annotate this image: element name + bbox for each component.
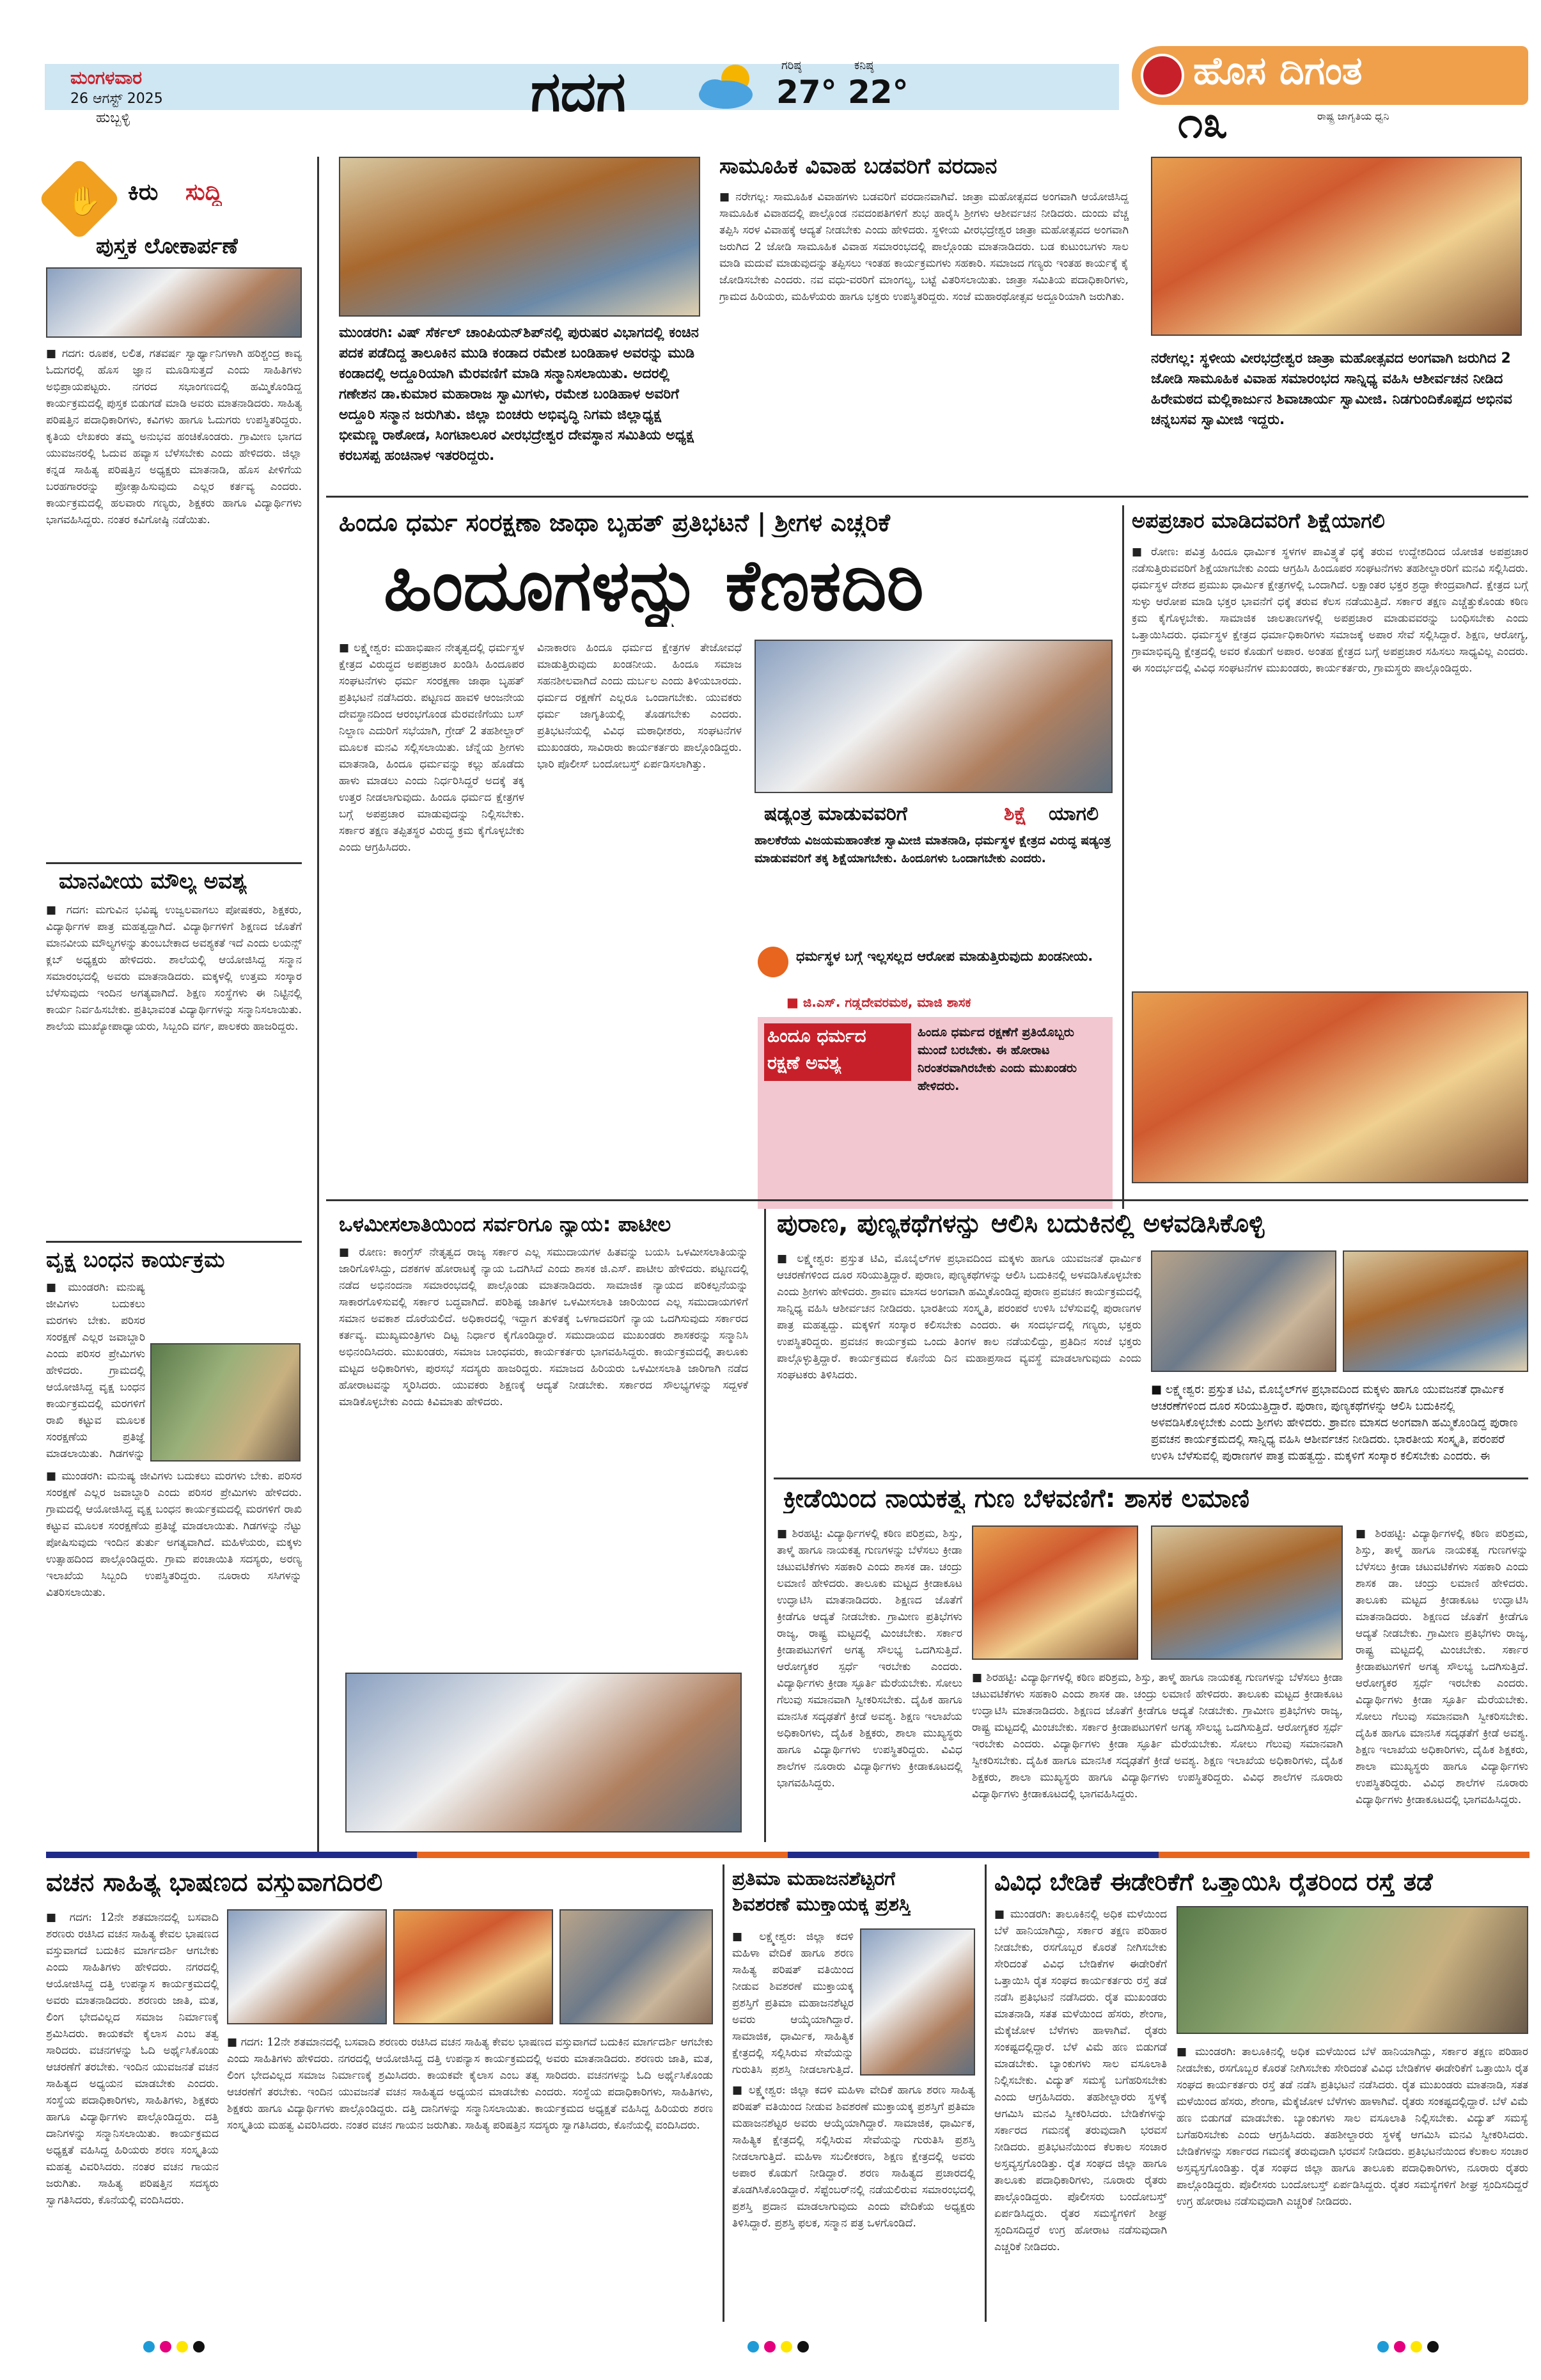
max-temp: 27° [776,74,837,111]
paper-name: ಹೊಸ ದಿಗಂತ [1193,49,1363,93]
lead-protest-photo [755,640,1113,793]
masthead [0,0,1541,148]
quote2-text: ಧರ್ಮಸ್ಥಳ ಬಗ್ಗೆ ಇಲ್ಲಸಲ್ಲದ ಆರೋಪ ಮಾಡುತ್ತಿರುವುದು ಖಂಡನೀಯ. [796,949,1093,964]
quote1-text: ಹಾಲಕೆರೆಯ ವಿಜಯಮಹಾಂತೇಶ ಸ್ವಾಮೀಜಿ ಮಾತನಾಡಿ, ಧರ್ಮಸ್ಥಳ ಕ್ಷೇತ್ರದ ವಿರುದ್ಧ ಷಡ್ಯಂತ್ರ ಮಾಡುವವರಿಗೆ ತಕ್ಕ ಶಿಕ್ಷೆಯಾಗಬೇಕು. ಹಿಂದೂಗಳು ಒಂದಾಗಬೇಕು ಎಂದರು. [755,833,1111,865]
kreede-photo-speaker [972,1525,1138,1660]
kiru-item3-text: ■ ಮುಂಡರಗಿ: ಮನುಷ್ಯ ಜೀವಿಗಳು ಬದುಕಲು ಮರಗಳು ಬೇಕು. ಪರಿಸರ ಸಂರಕ್ಷಣೆ ಎಲ್ಲರ ಜವಾಬ್ದಾರಿ ಎಂದು ಪರಿಸರ ಪ್ರೇಮಿಗಳು ಹೇಳಿದರು. ಗ್ರಾಮದಲ್ಲಿ ಆಯೋಜಿಸಿದ್ದ ವೃಕ್ಷ ಬಂಧನ ಕಾರ್ಯಕ್ರಮದಲ್ಲಿ ಮರಗಳಿಗೆ ರಾಖಿ ಕಟ್ಟುವ ಮೂಲಕ ಸಂರಕ್ಷಣೆಯ ಪ್ರತಿಜ್ಞೆ ಮಾಡಲಾಯಿತು. ಗಿಡಗಳನ್ನು [46,1281,145,1460]
kirusuddi-label-suddi: ಸುದ್ದಿ [185,179,223,205]
kreede-text-cont: ■ ಶಿರಹಟ್ಟಿ: ವಿದ್ಯಾರ್ಥಿಗಳಲ್ಲಿ ಕಠಿಣ ಪರಿಶ್ರಮ, ಶಿಸ್ತು, ತಾಳ್ಮೆ ಹಾಗೂ ನಾಯಕತ್ವ ಗುಣಗಳನ್ನು ಬೆಳೆಸಲು ಕ್ರೀಡಾ ಚಟುವಟಿಕೆಗಳು ಸಹಕಾರಿ ಎಂದು ಶಾಸಕ ಡಾ. ಚಂದ್ರು ಲಮಾಣಿ ಹೇಳಿದರು. ತಾಲೂಕು ಮಟ್ಟದ ಕ್ರೀಡಾಕೂಟ ಉದ್ಘಾಟಿಸಿ ಮಾತನಾಡಿದರು. ಶಿಕ್ಷಣದ ಜೊತೆಗೆ ಕ್ರೀಡೆಗೂ ಆದ್ಯತೆ ನೀಡಬೇಕು. ಗ್ರಾಮೀಣ ಪ್ರತಿಭೆಗಳು ರಾಜ್ಯ, ರಾಷ್ಟ್ರ ಮಟ್ಟದಲ್ಲಿ ಮಿಂಚಬೇಕು. ಸರ್ಕಾರ ಕ್ರೀಡಾಪಟುಗಳಿಗೆ ಅಗತ್ಯ ಸೌಲಭ್ಯ ಒದಗಿಸುತ್ತಿದೆ. ಆರೋಗ್ಯಕರ ಸ್ಪರ್ಧೆ ಇರಬೇಕು ಎಂದರು. ವಿದ್ಯಾರ್ಥಿಗಳು ಕ್ರೀಡಾ ಸ್ಫೂರ್ತಿ ಮೆರೆಯಬೇಕು. ಸೋಲು ಗೆಲುವು ಸಮಾನವಾಗಿ ಸ್ವೀಕರಿಸಬೇಕು. ದೈಹಿಕ ಹಾಗೂ ಮಾನಸಿಕ ಸದೃಢತೆಗೆ ಕ್ರೀಡೆ ಅವಶ್ಯ. ಶಿಕ್ಷಣ ಇಲಾಖೆಯ ಅಧಿಕಾರಿಗಳು, ದೈಹಿಕ ಶಿಕ್ಷಕರು, ಶಾಲಾ ಮುಖ್ಯಸ್ಥರು ಹಾಗೂ ವಿದ್ಯಾರ್ಥಿಗಳು ಉಪಸ್ಥಿತರಿದ್ದರು. ವಿವಿಧ ಶಾಲೆಗಳ ನೂರಾರು ವಿದ್ಯಾರ್ಥಿಗಳು ಕ್ರೀಡಾಕೂಟದಲ್ಲಿ ಭಾಗವಹಿಸಿದ್ದರು. [1356,1527,1528,1806]
pratima-title2: ಶಿವಶರಣೆ ಮುಕ್ತಾಯಕ್ಕ ಪ್ರಶಸ್ತಿ [732,1893,911,1916]
section-colour-strip [46,1852,1529,1858]
column-divider [1122,505,1124,1209]
lead-col2: ವಿನಾಕಾರಣ ಹಿಂದೂ ಧರ್ಮದ ಕ್ಷೇತ್ರಗಳ ತೇಜೋವಧೆ ಮಾಡುತ್ತಿರುವುದು ಖಂಡನೀಯ. ಹಿಂದೂ ಸಮಾಜ ಸಹನಶೀಲವಾಗಿದೆ ಎಂದು ದುರ್ಬಲ ಎಂದು ತಿಳಿಯಬಾರದು. ಧರ್ಮದ ರಕ್ಷಣೆಗೆ ಎಲ್ಲರೂ ಒಂದಾಗಬೇಕು. ಯುವಕರು ಧರ್ಮ ಜಾಗೃತಿಯಲ್ಲಿ ತೊಡಗಬೇಕು ಎಂದರು. ಪ್ರತಿಭಟನೆಯಲ್ಲಿ ವಿವಿಧ ಮಠಾಧೀಶರು, ಸಂಘಟನೆಗಳ ಮುಖಂಡರು, ಸಾವಿರಾರು ಕಾರ್ಯಕರ್ತರು ಪಾಲ್ಗೊಂಡಿದ್ದರು. ಭಾರಿ ಪೊಲೀಸ್ ಬಂದೋಬಸ್ತ್ ಏರ್ಪಡಿಸಲಾಗಿತ್ತು. [537,642,742,771]
page-number: ೧೩ [1178,96,1228,148]
box-text: ಹಿಂದೂ ಧರ್ಮದ ರಕ್ಷಣೆಗೆ ಪ್ರತಿಯೊಬ್ಬರು ಮುಂದೆ ಬರಬೇಕು. ಈ ಹೋರಾಟ ನಿರಂತರವಾಗಿರಬೇಕು ಎಂದು ಮುಖಂಡರು ಹೇಳಿದರು. [918,1025,1077,1093]
registration-marks-left [141,2341,207,2355]
purana-title: ಪುರಾಣ, ಪುಣ್ಯಕಥೆಗಳನ್ನು ಆಲಿಸಿ ಬದುಕಿನಲ್ಲಿ ಅಳವಡಿಸಿಕೊಳ್ಳಿ [777,1209,1265,1238]
paper-tagline: ರಾಷ್ಟ್ರ ಜಾಗೃತಿಯ ಧ್ವನಿ [1317,110,1389,122]
box-title1: ಹಿಂದೂ ಧರ್ಮದ [767,1025,866,1046]
vachana-text-cont: ■ ಗದಗ: 12ನೇ ಶತಮಾನದಲ್ಲಿ ಬಸವಾದಿ ಶರಣರು ರಚಿಸಿದ ವಚನ ಸಾಹಿತ್ಯ ಕೇವಲ ಭಾಷಣದ ವಸ್ತುವಾಗದೆ ಬದುಕಿನ ಮಾರ್ಗದರ್ಶಿ ಆಗಬೇಕು ಎಂದು ಸಾಹಿತಿಗಳು ಹೇಳಿದರು. ನಗರದಲ್ಲಿ ಆಯೋಜಿಸಿದ್ದ ದತ್ತಿ ಉಪನ್ಯಾಸ ಕಾರ್ಯಕ್ರಮದಲ್ಲಿ ಅವರು ಮಾತನಾಡಿದರು. ಶರಣರು ಜಾತಿ, ಮತ, ಲಿಂಗ ಭೇದವಿಲ್ಲದ ಸಮಾಜ ನಿರ್ಮಾಣಕ್ಕೆ ಶ್ರಮಿಸಿದರು. ಕಾಯಕವೇ ಕೈಲಾಸ ಎಂಬ ತತ್ವ ಸಾರಿದರು. ವಚನಗಳನ್ನು ಓದಿ ಅರ್ಥೈಸಿಕೊಂಡು ಆಚರಣೆಗೆ ತರಬೇಕು. ಇಂದಿನ ಯುವಜನತೆ ವಚನ ಸಾಹಿತ್ಯದ ಅಧ್ಯಯನ ಮಾಡಬೇಕು ಎಂದರು. ಸಂಸ್ಥೆಯ ಪದಾಧಿಕಾರಿಗಳು, ಸಾಹಿತಿಗಳು, ಶಿಕ್ಷಕರು ಹಾಗೂ ವಿದ್ಯಾರ್ಥಿಗಳು ಪಾಲ್ಗೊಂಡಿದ್ದರು. ದತ್ತಿ ದಾನಿಗಳನ್ನು ಸನ್ಮಾನಿಸಲಾಯಿತು. ಕಾರ್ಯಕ್ರಮದ ಅಧ್ಯಕ್ಷತೆ ವಹಿಸಿದ್ದ ಹಿರಿಯರು ಶರಣ ಸಂಸ್ಕೃತಿಯ ಮಹತ್ವ ವಿವರಿಸಿದರು. ನಂತರ ವಚನ ಗಾಯನ ಜರುಗಿತು. ಸಾಹಿತ್ಯ ಪರಿಷತ್ತಿನ ಸದಸ್ಯರು ಸ್ವಾಗತಿಸಿದರು, ಕೊನೆಯಲ್ಲಿ ವಂದಿಸಿದರು. [227,2036,713,2132]
min-temp-label: ಕನಿಷ್ಠ [854,59,874,72]
felicitation-photo [339,157,700,317]
vachana-text: ■ ಗದಗ: 12ನೇ ಶತಮಾನದಲ್ಲಿ ಬಸವಾದಿ ಶರಣರು ರಚಿಸಿದ ವಚನ ಸಾಹಿತ್ಯ ಕೇವಲ ಭಾಷಣದ ವಸ್ತುವಾಗದೆ ಬದುಕಿನ ಮಾರ್ಗದರ್ಶಿ ಆಗಬೇಕು ಎಂದು ಸಾಹಿತಿಗಳು ಹೇಳಿದರು. ನಗರದಲ್ಲಿ ಆಯೋಜಿಸಿದ್ದ ದತ್ತಿ ಉಪನ್ಯಾಸ ಕಾರ್ಯಕ್ರಮದಲ್ಲಿ ಅವರು ಮಾತನಾಡಿದರು. ಶರಣರು ಜಾತಿ, ಮತ, ಲಿಂಗ ಭೇದವಿಲ್ಲದ ಸಮಾಜ ನಿರ್ಮಾಣಕ್ಕೆ ಶ್ರಮಿಸಿದರು. ಕಾಯಕವೇ ಕೈಲಾಸ ಎಂಬ ತತ್ವ ಸಾರಿದರು. ವಚನಗಳನ್ನು ಓದಿ ಅರ್ಥೈಸಿಕೊಂಡು ಆಚರಣೆಗೆ ತರಬೇಕು. ಇಂದಿನ ಯುವಜನತೆ ವಚನ ಸಾಹಿತ್ಯದ ಅಧ್ಯಯನ ಮಾಡಬೇಕು ಎಂದರು. ಸಂಸ್ಥೆಯ ಪದಾಧಿಕಾರಿಗಳು, ಸಾಹಿತಿಗಳು, ಶಿಕ್ಷಕರು ಹಾಗೂ ವಿದ್ಯಾರ್ಥಿಗಳು ಪಾಲ್ಗೊಂಡಿದ್ದರು. ದತ್ತಿ ದಾನಿಗಳನ್ನು ಸನ್ಮಾನಿಸಲಾಯಿತು. ಕಾರ್ಯಕ್ರಮದ ಅಧ್ಯಕ್ಷತೆ ವಹಿಸಿದ್ದ ಹಿರಿಯರು ಶರಣ ಸಂಸ್ಕೃತಿಯ ಮಹತ್ವ ವಿವರಿಸಿದರು. ನಂತರ ವಚನ ಗಾಯನ ಜರುಗಿತು. ಸಾಹಿತ್ಯ ಪರಿಷತ್ತಿನ ಸದಸ್ಯರು ಸ್ವಾಗತಿಸಿದರು, ಕೊನೆಯಲ್ಲಿ ವಂದಿಸಿದರು. [46,1911,219,2207]
masthead-date: 26 ಆಗಸ್ಟ್ 2025 [70,91,163,107]
column-divider [985,1864,987,2322]
olameesalati-text: ■ ರೋಣ: ಕಾಂಗ್ರೆಸ್ ನೇತೃತ್ವದ ರಾಜ್ಯ ಸರ್ಕಾರ ಎಲ್ಲ ಸಮುದಾಯಗಳ ಹಿತವನ್ನು ಬಯಸಿ ಒಳಮೀಸಲಾತಿಯನ್ನು ಜಾರಿಗೊಳಿಸಿದ್ದು, ದಶಕಗಳ ಹೋರಾಟಕ್ಕೆ ನ್ಯಾಯ ಒದಗಿಸಿದೆ ಎಂದು ಶಾಸಕ ಜಿ.ಎಸ್. ಪಾಟೀಲ ಹೇಳಿದರು. ಪಟ್ಟಣದಲ್ಲಿ ನಡೆದ ಅಭಿನಂದನಾ ಸಮಾರಂಭದಲ್ಲಿ ಪಾಲ್ಗೊಂಡು ಮಾತನಾಡಿದರು. ಸಾಮಾಜಿಕ ನ್ಯಾಯದ ಪರಿಕಲ್ಪನೆಯನ್ನು ಸಾಕಾರಗೊಳಿಸುವಲ್ಲಿ ಸರ್ಕಾರ ಬದ್ಧವಾಗಿದೆ. ಪರಿಶಿಷ್ಟ ಜಾತಿಗಳ ಒಳಮೀಸಲಾತಿ ಜಾರಿಯಿಂದ ಎಲ್ಲ ಸಮುದಾಯಗಳಿಗೆ ಸಮಾನ ಅವಕಾಶ ದೊರೆಯಲಿದೆ. ಅಧಿಕಾರದಲ್ಲಿ ಇದ್ದಾಗ ತುಳಿತಕ್ಕೆ ಒಳಗಾದವರಿಗೆ ನ್ಯಾಯ ಒದಗಿಸುವುದು ಸರ್ಕಾರದ ಕರ್ತವ್ಯ. ಮುಖ್ಯಮಂತ್ರಿಗಳು ದಿಟ್ಟ ನಿರ್ಧಾರ ಕೈಗೊಂಡಿದ್ದಾರೆ. ಸಮುದಾಯದ ಮುಖಂಡರು ಶಾಸಕರನ್ನು ಸನ್ಮಾನಿಸಿ ಅಭಿನಂದಿಸಿದರು. ಮುಖಂಡರು, ಸಮಾಜ ಬಾಂಧವರು, ಕಾರ್ಯಕರ್ತರು ಭಾಗವಹಿಸಿದ್ದರು. ಕಾರ್ಯಕ್ರಮದಲ್ಲಿ ತಾಲೂಕು ಮಟ್ಟದ ಅಧಿಕಾರಿಗಳು, ಪುರಸಭೆ ಸದಸ್ಯರು ಹಾಜರಿದ್ದರು. ಸಮಾಜದ ಹಿರಿಯರು ಒಳಮೀಸಲಾತಿ ಜಾರಿಗಾಗಿ ನಡೆದ ಹೋರಾಟವನ್ನು ಸ್ಮರಿಸಿದರು. ಯುವಕರು ಶಿಕ್ಷಣಕ್ಕೆ ಆದ್ಯತೆ ನೀಡಬೇಕು. ಸರ್ಕಾರದ ಸೌಲಭ್ಯಗಳನ್ನು ಸದ್ಬಳಕೆ ಮಾಡಿಕೊಳ್ಳಬೇಕು ಎಂದು ಕಿವಿಮಾತು ಹೇಳಿದರು. [339,1246,748,1408]
max-temp-label: ಗರಿಷ್ಠ [781,59,802,72]
purana-photo-caption: ■ ಲಕ್ಷ್ಮೇಶ್ವರ: ಪ್ರಸ್ತುತ ಟಿವಿ, ಮೊಬೈಲ್‌ಗಳ ಪ್ರಭಾವದಿಂದ ಮಕ್ಕಳು ಹಾಗೂ ಯುವಜನತೆ ಧಾರ್ಮಿಕ ಆಚರಣೆಗಳಿಂದ ದೂರ ಸರಿಯುತ್ತಿದ್ದಾರೆ. ಪುರಾಣ, ಪುಣ್ಯಕಥೆಗಳನ್ನು ಆಲಿಸಿ ಬದುಕಿನಲ್ಲಿ ಅಳವಡಿಸಿಕೊಳ್ಳಬೇಕು ಎಂದು ಶ್ರೀಗಳು ಹೇಳಿದರು. ಶ್ರಾವಣ ಮಾಸದ ಅಂಗವಾಗಿ ಹಮ್ಮಿಕೊಂಡಿದ್ದ ಪುರಾಣ ಪ್ರವಚನ ಕಾರ್ಯಕ್ರಮದಲ್ಲಿ ಸಾನ್ನಿಧ್ಯ ವಹಿಸಿ ಆಶೀರ್ವಚನ ನೀಡಿದರು. ಭಾರತೀಯ ಸಂಸ್ಕೃತಿ, ಪರಂಪರೆ ಉಳಿಸಿ ಬೆಳೆಸುವಲ್ಲಿ ಪುರಾಣಗಳ ಪಾತ್ರ ಮಹತ್ವದ್ದು. ಮಕ್ಕಳಿಗೆ ಸಂಸ್ಕಾರ ಕಲಿಸಬೇಕು ಎಂದರು. ಈ [1151,1383,1518,1463]
raste-text: ■ ಮುಂಡರಗಿ: ತಾಲೂಕಿನಲ್ಲಿ ಅಧಿಕ ಮಳೆಯಿಂದ ಬೆಳೆ ಹಾನಿಯಾಗಿದ್ದು, ಸರ್ಕಾರ ತಕ್ಷಣ ಪರಿಹಾರ ನೀಡಬೇಕು, ರಸಗೊಬ್ಬರ ಕೊರತೆ ನೀಗಿಸಬೇಕು ಸೇರಿದಂತೆ ವಿವಿಧ ಬೇಡಿಕೆಗಳ ಈಡೇರಿಕೆಗೆ ಒತ್ತಾಯಿಸಿ ರೈತ ಸಂಘದ ಕಾರ್ಯಕರ್ತರು ರಸ್ತೆ ತಡೆ ನಡೆಸಿ ಪ್ರತಿಭಟನೆ ನಡೆಸಿದರು. ರೈತ ಮುಖಂಡರು ಮಾತನಾಡಿ, ಸತತ ಮಳೆಯಿಂದ ಹೆಸರು, ಶೇಂಗಾ, ಮೆಕ್ಕೆಜೋಳ ಬೆಳೆಗಳು ಹಾಳಾಗಿವೆ. ರೈತರು ಸಂಕಷ್ಟದಲ್ಲಿದ್ದಾರೆ. ಬೆಳೆ ವಿಮೆ ಹಣ ಬಿಡುಗಡೆ ಮಾಡಬೇಕು. ಬ್ಯಾಂಕುಗಳು ಸಾಲ ವಸೂಲಾತಿ ನಿಲ್ಲಿಸಬೇಕು. ವಿದ್ಯುತ್ ಸಮಸ್ಯೆ ಬಗೆಹರಿಸಬೇಕು ಎಂದು ಆಗ್ರಹಿಸಿದರು. ತಹಶೀಲ್ದಾರರು ಸ್ಥಳಕ್ಕೆ ಆಗಮಿಸಿ ಮನವಿ ಸ್ವೀಕರಿಸಿದರು. ಬೇಡಿಕೆಗಳನ್ನು ಸರ್ಕಾರದ ಗಮನಕ್ಕೆ ತರುವುದಾಗಿ ಭರವಸೆ ನೀಡಿದರು. ಪ್ರತಿಭಟನೆಯಿಂದ ಕೆಲಕಾಲ ಸಂಚಾರ ಅಸ್ತವ್ಯಸ್ತಗೊಂಡಿತ್ತು. ರೈತ ಸಂಘದ ಜಿಲ್ಲಾ ಹಾಗೂ ತಾಲೂಕು ಪದಾಧಿಕಾರಿಗಳು, ನೂರಾರು ರೈತರು ಪಾಲ್ಗೊಂಡಿದ್ದರು. ಪೊಲೀಸರು ಬಂದೋಬಸ್ತ್ ಏರ್ಪಡಿಸಿದ್ದರು. ರೈತರ ಸಮಸ್ಯೆಗಳಿಗೆ ಶೀಘ್ರ ಸ್ಪಂದಿಸದಿದ್ದರೆ ಉಗ್ರ ಹೋರಾಟ ನಡೆಸುವುದಾಗಿ ಎಚ್ಚರಿಕೆ ನೀಡಿದರು. [994,1908,1167,2253]
olameesalati-photo [345,1673,742,1832]
box-title2: ರಕ್ಷಣೆ ಅವಶ್ಯ [767,1052,841,1073]
quote-mark-icon [758,947,788,977]
masthead-city: ಹುಬ್ಬಳ್ಳಿ [96,110,130,126]
purana-text: ■ ಲಕ್ಷ್ಮೇಶ್ವರ: ಪ್ರಸ್ತುತ ಟಿವಿ, ಮೊಬೈಲ್‌ಗಳ ಪ್ರಭಾವದಿಂದ ಮಕ್ಕಳು ಹಾಗೂ ಯುವಜನತೆ ಧಾರ್ಮಿಕ ಆಚರಣೆಗಳಿಂದ ದೂರ ಸರಿಯುತ್ತಿದ್ದಾರೆ. ಪುರಾಣ, ಪುಣ್ಯಕಥೆಗಳನ್ನು ಆಲಿಸಿ ಬದುಕಿನಲ್ಲಿ ಅಳವಡಿಸಿಕೊಳ್ಳಬೇಕು ಎಂದು ಶ್ರೀಗಳು ಹೇಳಿದರು. ಶ್ರಾವಣ ಮಾಸದ ಅಂಗವಾಗಿ ಹಮ್ಮಿಕೊಂಡಿದ್ದ ಪುರಾಣ ಪ್ರವಚನ ಕಾರ್ಯಕ್ರಮದಲ್ಲಿ ಸಾನ್ನಿಧ್ಯ ವಹಿಸಿ ಆಶೀರ್ವಚನ ನೀಡಿದರು. ಭಾರತೀಯ ಸಂಸ್ಕೃತಿ, ಪರಂಪರೆ ಉಳಿಸಿ ಬೆಳೆಸುವಲ್ಲಿ ಪುರಾಣಗಳ ಪಾತ್ರ ಮಹತ್ವದ್ದು. ಮಕ್ಕಳಿಗೆ ಸಂಸ್ಕಾರ ಕಲಿಸಬೇಕು ಎಂದರು. ಈ ಸಂದರ್ಭದಲ್ಲಿ ಗಣ್ಯರು, ಭಕ್ತರು ಉಪಸ್ಥಿತರಿದ್ದರು. ಪ್ರವಚನ ಕಾರ್ಯಕ್ರಮ ಒಂದು ತಿಂಗಳ ಕಾಲ ನಡೆಯಲಿದ್ದು, ಪ್ರತಿದಿನ ಸಂಜೆ ಭಕ್ತರು ಪಾಲ್ಗೊಳ್ಳುತ್ತಿದ್ದಾರೆ. ಕಾರ್ಯಕ್ರಮದ ಕೊನೆಯ ದಿನ ಮಹಾಪ್ರಸಾದ ವ್ಯವಸ್ಥೆ ಮಾಡಲಾಗುವುದು ಎಂದು ಸಂಘಟಕರು ತಿಳಿಸಿದರು. [777,1252,1141,1382]
kirusuddi-label-ki: ಕಿರು [128,179,159,205]
quote1-title-red: ಶಿಕ್ಷೆ [1004,803,1027,825]
pratima-text-cont: ■ ಲಕ್ಷ್ಮೇಶ್ವರ: ಜಿಲ್ಲಾ ಕದಳಿ ಮಹಿಳಾ ವೇದಿಕೆ ಹಾಗೂ ಶರಣ ಸಾಹಿತ್ಯ ಪರಿಷತ್ ವತಿಯಿಂದ ನೀಡುವ ಶಿವಶರಣೆ ಮುಕ್ತಾಯಕ್ಕ ಪ್ರಶಸ್ತಿಗೆ ಪ್ರತಿಮಾ ಮಹಾಜನಶೆಟ್ಟರ ಅವರು ಆಯ್ಕೆಯಾಗಿದ್ದಾರೆ. ಸಾಮಾಜಿಕ, ಧಾರ್ಮಿಕ, ಸಾಹಿತ್ಯಿಕ ಕ್ಷೇತ್ರದಲ್ಲಿ ಸಲ್ಲಿಸಿರುವ ಸೇವೆಯನ್ನು ಗುರುತಿಸಿ ಪ್ರಶಸ್ತಿ ನೀಡಲಾಗುತ್ತಿದೆ. ಮಹಿಳಾ ಸಬಲೀಕರಣ, ಶಿಕ್ಷಣ ಕ್ಷೇತ್ರದಲ್ಲಿ ಅವರು ಅಪಾರ ಕೊಡುಗೆ ನೀಡಿದ್ದಾರೆ. ಶರಣ ಸಾಹಿತ್ಯದ ಪ್ರಚಾರದಲ್ಲಿ ತೊಡಗಿಸಿಕೊಂಡಿದ್ದಾರೆ. ಸೆಪ್ಟೆಂಬರ್‌ನಲ್ಲಿ ನಡೆಯಲಿರುವ ಸಮಾರಂಭದಲ್ಲಿ ಪ್ರಶಸ್ತಿ ಪ್ರದಾನ ಮಾಡಲಾಗುವುದು ಎಂದು ವೇದಿಕೆಯ ಅಧ್ಯಕ್ಷರು ತಿಳಿಸಿದ್ದಾರೆ. ಪ್ರಶಸ್ತಿ ಫಲಕ, ಸನ್ಮಾನ ಪತ್ರ ಒಳಗೊಂಡಿದೆ. [732,2084,975,2230]
lead-col1: ■ ಲಕ್ಷ್ಮೇಶ್ವರ: ಮಹಾಭಿಷಾನ ನೇತೃತ್ವದಲ್ಲಿ ಧರ್ಮಸ್ಥಳ ಕ್ಷೇತ್ರದ ವಿರುದ್ಧದ ಅಪಪ್ರಚಾರ ಖಂಡಿಸಿ ಹಿಂದೂಪರ ಸಂಘಟನೆಗಳು ಧರ್ಮ ಸಂರಕ್ಷಣಾ ಜಾಥಾ ಬೃಹತ್ ಪ್ರತಿಭಟನೆ ನಡೆಸಿದರು. ಪಟ್ಟಣದ ಹಾವಳಿ ಆಂಜನೇಯ ದೇವಸ್ಥಾನದಿಂದ ಆರಂಭಗೊಂಡ ಮೆರವಣಿಗೆಯು ಬಸ್ ನಿಲ್ದಾಣ ಎದುರಿಗೆ ಸಭೆಯಾಗಿ, ಗ್ರೇಡ್ 2 ತಹಶೀಲ್ದಾರ್ ಮೂಲಕ ಮನವಿ ಸಲ್ಲಿಸಲಾಯಿತು. ಚೆನ್ನೆಯ ಶ್ರೀಗಳು ಮಾತನಾಡಿ, ಹಿಂದೂ ಧರ್ಮವನ್ನು ಕಲ್ಲು ಹೊಡೆದು ಹಾಳು ಮಾಡಲು ಎಂದು ನಿರ್ಧರಿಸಿದ್ದರೆ ಅದಕ್ಕೆ ತಕ್ಕ ಉತ್ತರ ನೀಡಲಾಗುವುದು. ಹಿಂದೂ ಧರ್ಮದ ಕ್ಷೇತ್ರಗಳ ಬಗ್ಗೆ ಅಪಪ್ರಚಾರ ಮಾಡುವುದನ್ನು ನಿಲ್ಲಿಸಬೇಕು. ಸರ್ಕಾರ ತಕ್ಷಣ ತಪ್ಪಿತಸ್ಥರ ವಿರುದ್ಧ ಕ್ರಮ ಕೈಗೊಳ್ಳಬೇಕು ಎಂದು ಆಗ್ರಹಿಸಿದರು. [339,642,524,854]
pratima-title1: ಪ್ರತಿಮಾ ಮಹಾಜನಶೆಟ್ಟರಗೆ [732,1868,896,1890]
kreede-text-lower: ■ ಶಿರಹಟ್ಟಿ: ವಿದ್ಯಾರ್ಥಿಗಳಲ್ಲಿ ಕಠಿಣ ಪರಿಶ್ರಮ, ಶಿಸ್ತು, ತಾಳ್ಮೆ ಹಾಗೂ ನಾಯಕತ್ವ ಗುಣಗಳನ್ನು ಬೆಳೆಸಲು ಕ್ರೀಡಾ ಚಟುವಟಿಕೆಗಳು ಸಹಕಾರಿ ಎಂದು ಶಾಸಕ ಡಾ. ಚಂದ್ರು ಲಮಾಣಿ ಹೇಳಿದರು. ತಾಲೂಕು ಮಟ್ಟದ ಕ್ರೀಡಾಕೂಟ ಉದ್ಘಾಟಿಸಿ ಮಾತನಾಡಿದರು. ಶಿಕ್ಷಣದ ಜೊತೆಗೆ ಕ್ರೀಡೆಗೂ ಆದ್ಯತೆ ನೀಡಬೇಕು. ಗ್ರಾಮೀಣ ಪ್ರತಿಭೆಗಳು ರಾಜ್ಯ, ರಾಷ್ಟ್ರ ಮಟ್ಟದಲ್ಲಿ ಮಿಂಚಬೇಕು. ಸರ್ಕಾರ ಕ್ರೀಡಾಪಟುಗಳಿಗೆ ಅಗತ್ಯ ಸೌಲಭ್ಯ ಒದಗಿಸುತ್ತಿದೆ. ಆರೋಗ್ಯಕರ ಸ್ಪರ್ಧೆ ಇರಬೇಕು ಎಂದರು. ವಿದ್ಯಾರ್ಥಿಗಳು ಕ್ರೀಡಾ ಸ್ಫೂರ್ತಿ ಮೆರೆಯಬೇಕು. ಸೋಲು ಗೆಲುವು ಸಮಾನವಾಗಿ ಸ್ವೀಕರಿಸಬೇಕು. ದೈಹಿಕ ಹಾಗೂ ಮಾನಸಿಕ ಸದೃಢತೆಗೆ ಕ್ರೀಡೆ ಅವಶ್ಯ. ಶಿಕ್ಷಣ ಇಲಾಖೆಯ ಅಧಿಕಾರಿಗಳು, ದೈಹಿಕ ಶಿಕ್ಷಕರು, ಶಾಲಾ ಮುಖ್ಯಸ್ಥರು ಹಾಗೂ ವಿದ್ಯಾರ್ಥಿಗಳು ಉಪಸ್ಥಿತರಿದ್ದರು. ವಿವಿಧ ಶಾಲೆಗಳ ನೂರಾರು ವಿದ್ಯಾರ್ಥಿಗಳು ಕ್ರೀಡಾಕೂಟದಲ್ಲಿ ಭಾಗವಹಿಸಿದ್ದರು. [972,1671,1343,1801]
registration-marks-center [745,2341,811,2355]
pratima-text: ■ ಲಕ್ಷ್ಮೇಶ್ವರ: ಜಿಲ್ಲಾ ಕದಳಿ ಮಹಿಳಾ ವೇದಿಕೆ ಹಾಗೂ ಶರಣ ಸಾಹಿತ್ಯ ಪರಿಷತ್ ವತಿಯಿಂದ ನೀಡುವ ಶಿವಶರಣೆ ಮುಕ್ತಾಯಕ್ಕ ಪ್ರಶಸ್ತಿಗೆ ಪ್ರತಿಮಾ ಮಹಾಜನಶೆಟ್ಟರ ಅವರು ಆಯ್ಕೆಯಾಗಿದ್ದಾರೆ. ಸಾಮಾಜಿಕ, ಧಾರ್ಮಿಕ, ಸಾಹಿತ್ಯಿಕ ಕ್ಷೇತ್ರದಲ್ಲಿ ಸಲ್ಲಿಸಿರುವ ಸೇವೆಯನ್ನು ಗುರುತಿಸಿ ಪ್ರಶಸ್ತಿ ನೀಡಲಾಗುತ್ತಿದೆ. [732,1930,854,2076]
divider [46,862,302,864]
book-release-photo [46,267,302,338]
kiru-item2-text: ■ ಗದಗ: ಮಗುವಿನ ಭವಿಷ್ಯ ಉಜ್ವಲವಾಗಲು ಪೋಷಕರು, ಶಿಕ್ಷಕರು, ವಿದ್ಯಾರ್ಥಿಗಳ ಪಾತ್ರ ಮಹತ್ವದ್ದಾಗಿದೆ. ವಿದ್ಯಾರ್ಥಿಗಳಿಗೆ ಶಿಕ್ಷಣದ ಜೊತೆಗೆ ಮಾನವೀಯ ಮೌಲ್ಯಗಳನ್ನು ತುಂಬಬೇಕಾದ ಅವಶ್ಯಕತೆ ಇದೆ ಎಂದು ಲಯನ್ಸ್ ಕ್ಲಬ್ ಅಧ್ಯಕ್ಷರು ಹೇಳಿದರು. ಶಾಲೆಯಲ್ಲಿ ಆಯೋಜಿಸಿದ್ದ ಸನ್ಮಾನ ಸಮಾರಂಭದಲ್ಲಿ ಅವರು ಮಾತನಾಡಿದರು. ಮಕ್ಕಳಲ್ಲಿ ಉತ್ತಮ ಸಂಸ್ಕಾರ ಬೆಳೆಸುವುದು ಇಂದಿನ ಅಗತ್ಯವಾಗಿದೆ. ಶಿಕ್ಷಣ ಸಂಸ್ಥೆಗಳು ಈ ನಿಟ್ಟಿನಲ್ಲಿ ಕಾರ್ಯ ನಿರ್ವಹಿಸಬೇಕು. ಪ್ರತಿಭಾವಂತ ವಿದ್ಯಾರ್ಥಿಗಳನ್ನು ಸನ್ಮಾನಿಸಲಾಯಿತು. ಶಾಲೆಯ ಮುಖ್ಯೋಪಾಧ್ಯಾಯರು, ಸಿಬ್ಬಂದಿ ವರ್ಗ, ಪಾಲಕರು ಹಾಜರಿದ್ದರು. [46,904,302,1033]
raste-text-cont: ■ ಮುಂಡರಗಿ: ತಾಲೂಕಿನಲ್ಲಿ ಅಧಿಕ ಮಳೆಯಿಂದ ಬೆಳೆ ಹಾನಿಯಾಗಿದ್ದು, ಸರ್ಕಾರ ತಕ್ಷಣ ಪರಿಹಾರ ನೀಡಬೇಕು, ರಸಗೊಬ್ಬರ ಕೊರತೆ ನೀಗಿಸಬೇಕು ಸೇರಿದಂತೆ ವಿವಿಧ ಬೇಡಿಕೆಗಳ ಈಡೇರಿಕೆಗೆ ಒತ್ತಾಯಿಸಿ ರೈತ ಸಂಘದ ಕಾರ್ಯಕರ್ತರು ರಸ್ತೆ ತಡೆ ನಡೆಸಿ ಪ್ರತಿಭಟನೆ ನಡೆಸಿದರು. ರೈತ ಮುಖಂಡರು ಮಾತನಾಡಿ, ಸತತ ಮಳೆಯಿಂದ ಹೆಸರು, ಶೇಂಗಾ, ಮೆಕ್ಕೆಜೋಳ ಬೆಳೆಗಳು ಹಾಳಾಗಿವೆ. ರೈತರು ಸಂಕಷ್ಟದಲ್ಲಿದ್ದಾರೆ. ಬೆಳೆ ವಿಮೆ ಹಣ ಬಿಡುಗಡೆ ಮಾಡಬೇಕು. ಬ್ಯಾಂಕುಗಳು ಸಾಲ ವಸೂಲಾತಿ ನಿಲ್ಲಿಸಬೇಕು. ವಿದ್ಯುತ್ ಸಮಸ್ಯೆ ಬಗೆಹರಿಸಬೇಕು ಎಂದು ಆಗ್ರಹಿಸಿದರು. ತಹಶೀಲ್ದಾರರು ಸ್ಥಳಕ್ಕೆ ಆಗಮಿಸಿ ಮನವಿ ಸ್ವೀಕರಿಸಿದರು. ಬೇಡಿಕೆಗಳನ್ನು ಸರ್ಕಾರದ ಗಮನಕ್ಕೆ ತರುವುದಾಗಿ ಭರವಸೆ ನೀಡಿದರು. ಪ್ರತಿಭಟನೆಯಿಂದ ಕೆಲಕಾಲ ಸಂಚಾರ ಅಸ್ತವ್ಯಸ್ತಗೊಂಡಿತ್ತು. ರೈತ ಸಂಘದ ಜಿಲ್ಲಾ ಹಾಗೂ ತಾಲೂಕು ಪದಾಧಿಕಾರಿಗಳು, ನೂರಾರು ರೈತರು ಪಾಲ್ಗೊಂಡಿದ್ದರು. ಪೊಲೀಸರು ಬಂದೋಬಸ್ತ್ ಏರ್ಪಡಿಸಿದ್ದರು. ರೈತರ ಸಮಸ್ಯೆಗಳಿಗೆ ಶೀಘ್ರ ಸ್ಪಂದಿಸದಿದ್ದರೆ ಉಗ್ರ ಹೋರಾಟ ನಡೆಸುವುದಾಗಿ ಎಚ್ಚರಿಕೆ ನೀಡಿದರು. [1177,2045,1528,2208]
logo-emblem-icon [1141,54,1184,97]
mass-wedding-text: ■ ನರೇಗಲ್ಲ: ಸಾಮೂಹಿಕ ವಿವಾಹಗಳು ಬಡವರಿಗೆ ವರದಾನವಾಗಿವೆ. ಜಾತ್ರಾ ಮಹೋತ್ಸವದ ಅಂಗವಾಗಿ ಆಯೋಜಿಸಿದ್ದ ಸಾಮೂಹಿಕ ವಿವಾಹದಲ್ಲಿ ಪಾಲ್ಗೊಂಡ ನವದಂಪತಿಗಳಿಗೆ ಶುಭ ಹಾರೈಸಿ ಶ್ರೀಗಳು ಆಶೀರ್ವಚನ ನೀಡಿದರು. ದುಂದು ವೆಚ್ಚ ತಪ್ಪಿಸಿ ಸರಳ ವಿವಾಹಕ್ಕೆ ಆದ್ಯತೆ ನೀಡಬೇಕು ಎಂದು ಹೇಳಿದರು. ಸ್ಥಳೀಯ ವೀರಭದ್ರೇಶ್ವರ ಜಾತ್ರಾ ಮಹೋತ್ಸವದ ಅಂಗವಾಗಿ ಜರುಗಿದ 2 ಜೋಡಿ ಸಾಮೂಹಿಕ ವಿವಾಹ ಸಮಾರಂಭದಲ್ಲಿ ಪಾಲ್ಗೊಂಡು ಮಾತನಾಡಿದರು. ಬಡ ಕುಟುಂಬಗಳು ಸಾಲ ಮಾಡಿ ಮದುವೆ ಮಾಡುವುದನ್ನು ತಪ್ಪಿಸಲು ಇಂತಹ ಕಾರ್ಯಕ್ರಮಗಳು ಸಹಕಾರಿ. ಸಮಾಜದ ಗಣ್ಯರು ಇಂತಹ ಕಾರ್ಯಕ್ಕೆ ಕೈ ಜೋಡಿಸಬೇಕು ಎಂದರು. ನವ ವಧು-ವರರಿಗೆ ಮಾಂಗಲ್ಯ, ಬಟ್ಟೆ ವಿತರಿಸಲಾಯಿತು. ಜಾತ್ರಾ ಸಮಿತಿಯ ಪದಾಧಿಕಾರಿಗಳು, ಗ್ರಾಮದ ಹಿರಿಯರು, ಮಹಿಳೆಯರು ಹಾಗೂ ಭಕ್ತರು ಉಪಸ್ಥಿತರಿದ್ದರು. ಸಂಜೆ ಮಹಾರಥೋತ್ಸವ ಅದ್ದೂರಿಯಾಗಿ ಜರುಗಿತು. [719,191,1129,303]
tree-bandhan-photo [150,1343,301,1462]
purana-photo-2 [1343,1250,1528,1372]
kreede-photo-audience [1151,1525,1343,1660]
vachana-title: ವಚನ ಸಾಹಿತ್ಯ ಭಾಷಣದ ವಸ್ತುವಾಗದಿರಲಿ [46,1868,383,1897]
quote1-title-post: ಯಾಗಲಿ [1049,803,1099,825]
column-divider [764,1209,766,1842]
kiru-item3-text-cont: ■ ಮುಂಡರಗಿ: ಮನುಷ್ಯ ಜೀವಿಗಳು ಬದುಕಲು ಮರಗಳು ಬೇಕು. ಪರಿಸರ ಸಂರಕ್ಷಣೆ ಎಲ್ಲರ ಜವಾಬ್ದಾರಿ ಎಂದು ಪರಿಸರ ಪ್ರೇಮಿಗಳು ಹೇಳಿದರು. ಗ್ರಾಮದಲ್ಲಿ ಆಯೋಜಿಸಿದ್ದ ವೃಕ್ಷ ಬಂಧನ ಕಾರ್ಯಕ್ರಮದಲ್ಲಿ ಮರಗಳಿಗೆ ರಾಖಿ ಕಟ್ಟುವ ಮೂಲಕ ಸಂರಕ್ಷಣೆಯ ಪ್ರತಿಜ್ಞೆ ಮಾಡಲಾಯಿತು. ಗಿಡಗಳನ್ನು ನೆಟ್ಟು ಪೋಷಿಸುವುದು ಇಂದಿನ ತುರ್ತು ಅಗತ್ಯವಾಗಿದೆ. ಮಹಿಳೆಯರು, ಮಕ್ಕಳು ಉತ್ಸಾಹದಿಂದ ಪಾಲ್ಗೊಂಡಿದ್ದರು. ಗ್ರಾಮ ಪಂಚಾಯಿತಿ ಸದಸ್ಯರು, ಅರಣ್ಯ ಇಲಾಖೆಯ ಸಿಬ್ಬಂದಿ ಉಪಸ್ಥಿತರಿದ್ದರು. ನೂರಾರು ಸಸಿಗಳನ್ನು ವಿತರಿಸಲಾಯಿತು. [46,1470,302,1599]
raste-photo [1177,1906,1528,2034]
divider [326,496,1528,498]
felicitation-caption: ಮುಂಡರಗಿ: ವಿಷ್ ಸೆರ್ಕಲ್ ಚಾಂಪಿಯನ್‌ಶಿಪ್‌ನಲ್ಲಿ ಪುರುಷರ ವಿಭಾಗದಲ್ಲಿ ಕಂಚಿನ ಪದಕ ಪಡೆದಿದ್ದ ತಾಲೂಕಿನ ಮುಡಿ ಕಂಡಾದ ರಮೇಶ ಬಂಡಿಹಾಳ ಅವರನ್ನು ಮುಡಿ ಕಂಡಾದಲ್ಲಿ ಅದ್ದೂರಿಯಾಗಿ ಮೆರವಣಿಗೆ ಮಾಡಿ ಸನ್ಮಾನಿಸಲಾಯಿತು. ಅದರಲ್ಲಿ ಗಣೇಶನ ಡಾ.ಕುಮಾರ ಮಹಾರಾಜ ಸ್ವಾಮಿಗಳು, ರಮೇಶ ಬಂಡಿಹಾಳ ಅವರಿಗೆ ಅದ್ದೂರಿ ಸನ್ಮಾನ ಜರುಗಿತು. ಜಿಲ್ಲಾ ಬಿಂಚರು ಅಭಿವೃದ್ಧಿ ನಿಗಮ ಜಿಲ್ಲಾಧ್ಯಕ್ಷ ಭೀಮಣ್ಣ ರಾಠೋಡ, ಸಿಂಗಟಾಲೂರ ವೀರಭದ್ರೇಶ್ವರ ದೇವಸ್ಥಾನ ಸಮಿತಿಯ ಅಧ್ಯಕ್ಷ ಕರಬಸಪ್ಪ ಹಂಚಿನಾಳ ಇತರರಿದ್ದರು. [339,325,699,464]
divider [774,1478,1528,1479]
apaprachara-text: ■ ರೋಣ: ಪವಿತ್ರ ಹಿಂದೂ ಧಾರ್ಮಿಕ ಸ್ಥಳಗಳ ಪಾವಿತ್ರ್ಯತೆ ಧಕ್ಕೆ ತರುವ ಉದ್ದೇಶದಿಂದ ಯೋಜಿತ ಅಪಪ್ರಚಾರ ನಡೆಸುತ್ತಿರುವವರಿಗೆ ಶಿಕ್ಷೆಯಾಗಬೇಕು ಎಂದು ಆಗ್ರಹಿಸಿ ಹಿಂದೂಪರ ಸಂಘಟನೆಗಳು ತಹಶೀಲ್ದಾರರಿಗೆ ಮನವಿ ಸಲ್ಲಿಸಿದರು. ಧರ್ಮಸ್ಥಳ ದೇಶದ ಪ್ರಮುಖ ಧಾರ್ಮಿಕ ಕ್ಷೇತ್ರಗಳಲ್ಲಿ ಒಂದಾಗಿದೆ. ಲಕ್ಷಾಂತರ ಭಕ್ತರ ಶ್ರದ್ಧಾ ಕೇಂದ್ರವಾಗಿದೆ. ಕ್ಷೇತ್ರದ ಬಗ್ಗೆ ಸುಳ್ಳು ಆರೋಪ ಮಾಡಿ ಭಕ್ತರ ಭಾವನೆಗೆ ಧಕ್ಕೆ ತರುವ ಕೆಲಸ ನಡೆಯುತ್ತಿದೆ. ಸರ್ಕಾರ ತಕ್ಷಣ ಎಚ್ಚೆತ್ತುಕೊಂಡು ಕಠಿಣ ಕ್ರಮ ಕೈಗೊಳ್ಳಬೇಕು. ಸಾಮಾಜಿಕ ಜಾಲತಾಣಗಳಲ್ಲಿ ಅಪಪ್ರಚಾರ ಮಾಡುವವರನ್ನು ಬಂಧಿಸಬೇಕು ಎಂದು ಒತ್ತಾಯಿಸಿದರು. ಧರ್ಮಸ್ಥಳ ಕ್ಷೇತ್ರದ ಧರ್ಮಾಧಿಕಾರಿಗಳು ಸಮಾಜಕ್ಕೆ ಅಪಾರ ಸೇವೆ ಸಲ್ಲಿಸಿದ್ದಾರೆ. ಶಿಕ್ಷಣ, ಆರೋಗ್ಯ, ಗ್ರಾಮಾಭಿವೃದ್ಧಿ ಕ್ಷೇತ್ರದಲ್ಲಿ ಅವರ ಕೊಡುಗೆ ಅಪಾರ. ಅಂತಹ ಕ್ಷೇತ್ರದ ಬಗ್ಗೆ ಅಪಪ್ರಚಾರ ಸಹಿಸಲು ಸಾಧ್ಯವಿಲ್ಲ ಎಂದರು. ಈ ಸಂದರ್ಭದಲ್ಲಿ ವಿವಿಧ ಸಂಘಟನೆಗಳ ಮುಖಂಡರು, ಕಾರ್ಯಕರ್ತರು, ಗ್ರಾಮಸ್ಥರು ಪಾಲ್ಗೊಂಡಿದ್ದರು. [1132,546,1528,675]
masthead-day: ಮಂಗಳವಾರ [70,67,143,88]
divider [46,1241,302,1243]
hand-icon: ✋ [66,185,102,217]
kiru-item2-title: ಮಾನವೀಯ ಮೌಲ್ಯ ಅವಶ್ಯ [59,869,247,894]
min-temp: 22° [848,74,909,111]
mass-wedding-caption: ನರೇಗಲ್ಲ: ಸ್ಥಳೀಯ ವೀರಭದ್ರೇಶ್ವರ ಜಾತ್ರಾ ಮಹೋತ್ಸವದ ಅಂಗವಾಗಿ ಜರುಗಿದ 2 ಜೋಡಿ ಸಾಮೂಹಿಕ ವಿವಾಹ ಸಮಾರಂಭದ ಸಾನ್ನಿಧ್ಯ ವಹಿಸಿ ಆಶೀರ್ವಚನ ನೀಡಿದ ಹಿರೇಮಠದ ಮಲ್ಲಿಕಾರ್ಜುನ ಶಿವಾಚಾರ್ಯ ಸ್ವಾಮೀಜಿ. ನಿಡಗುಂದಿಕೊಪ್ಪದ ಅಭಿನವ ಚನ್ನಬಸವ ಸ್ವಾಮೀಜಿ ಇದ್ದರು. [1151,351,1512,428]
weather-cloud-sun-icon [691,56,767,114]
kiru-item1-text: ■ ಗದಗ: ರೂಪಕ, ಲಲಿತ, ಗತವರ್ಷ ಸ್ವಾರ್ಥ್ಯಾನಿಗಳಾಗಿ ಹರಿಶ್ಚಂದ್ರ ಕಾವ್ಯ ಓದುಗರಲ್ಲಿ ಹೊಸ ಜ್ಞಾನ ಮೂಡಿಸುತ್ತದೆ ಎಂದು ಸಾಹಿತಿಗಳು ಅಭಿಪ್ರಾಯಪಟ್ಟರು. ನಗರದ ಸಭಾಂಗಣದಲ್ಲಿ ಹಮ್ಮಿಕೊಂಡಿದ್ದ ಕಾರ್ಯಕ್ರಮದಲ್ಲಿ ಪುಸ್ತಕ ಬಿಡುಗಡೆ ಮಾಡಿ ಅವರು ಮಾತನಾಡಿದರು. ಸಾಹಿತ್ಯ ಪರಿಷತ್ತಿನ ಪದಾಧಿಕಾರಿಗಳು, ಕವಿಗಳು ಹಾಗೂ ಓದುಗರು ಉಪಸ್ಥಿತರಿದ್ದರು. ಕೃತಿಯ ಲೇಖಕರು ತಮ್ಮ ಅನುಭವ ಹಂಚಿಕೊಂಡರು. ಗ್ರಾಮೀಣ ಭಾಗದ ಯುವಜನರಲ್ಲಿ ಓದುವ ಹವ್ಯಾಸ ಬೆಳೆಸಬೇಕು ಎಂದು ಹೇಳಿದರು. ಜಿಲ್ಲಾ ಕನ್ನಡ ಸಾಹಿತ್ಯ ಪರಿಷತ್ತಿನ ಅಧ್ಯಕ್ಷರು ಮಾತನಾಡಿ, ಹೊಸ ಪೀಳಿಗೆಯ ಬರಹಗಾರರನ್ನು ಪ್ರೋತ್ಸಾಹಿಸುವುದು ಎಲ್ಲರ ಕರ್ತವ್ಯ ಎಂದರು. ಕಾರ್ಯಕ್ರಮದಲ್ಲಿ ಹಲವಾರು ಗಣ್ಯರು, ಶಿಕ್ಷಕರು ಹಾಗೂ ವಿದ್ಯಾರ್ಥಿಗಳು ಭಾಗವಹಿಸಿದ್ದರು. ನಂತರ ಕವಿಗೋಷ್ಠಿ ನಡೆಯಿತು. [46,347,302,526]
apaprachara-title: ಅಪಪ್ರಚಾರ ಮಾಡಿದವರಿಗೆ ಶಿಕ್ಷೆಯಾಗಲಿ [1132,508,1385,533]
column-divider [317,157,319,1852]
vachana-photo-2 [393,1909,553,2024]
kreede-text: ■ ಶಿರಹಟ್ಟಿ: ವಿದ್ಯಾರ್ಥಿಗಳಲ್ಲಿ ಕಠಿಣ ಪರಿಶ್ರಮ, ಶಿಸ್ತು, ತಾಳ್ಮೆ ಹಾಗೂ ನಾಯಕತ್ವ ಗುಣಗಳನ್ನು ಬೆಳೆಸಲು ಕ್ರೀಡಾ ಚಟುವಟಿಕೆಗಳು ಸಹಕಾರಿ ಎಂದು ಶಾಸಕ ಡಾ. ಚಂದ್ರು ಲಮಾಣಿ ಹೇಳಿದರು. ತಾಲೂಕು ಮಟ್ಟದ ಕ್ರೀಡಾಕೂಟ ಉದ್ಘಾಟಿಸಿ ಮಾತನಾಡಿದರು. ಶಿಕ್ಷಣದ ಜೊತೆಗೆ ಕ್ರೀಡೆಗೂ ಆದ್ಯತೆ ನೀಡಬೇಕು. ಗ್ರಾಮೀಣ ಪ್ರತಿಭೆಗಳು ರಾಜ್ಯ, ರಾಷ್ಟ್ರ ಮಟ್ಟದಲ್ಲಿ ಮಿಂಚಬೇಕು. ಸರ್ಕಾರ ಕ್ರೀಡಾಪಟುಗಳಿಗೆ ಅಗತ್ಯ ಸೌಲಭ್ಯ ಒದಗಿಸುತ್ತಿದೆ. ಆರೋಗ್ಯಕರ ಸ್ಪರ್ಧೆ ಇರಬೇಕು ಎಂದರು. ವಿದ್ಯಾರ್ಥಿಗಳು ಕ್ರೀಡಾ ಸ್ಫೂರ್ತಿ ಮೆರೆಯಬೇಕು. ಸೋಲು ಗೆಲುವು ಸಮಾನವಾಗಿ ಸ್ವೀಕರಿಸಬೇಕು. ದೈಹಿಕ ಹಾಗೂ ಮಾನಸಿಕ ಸದೃಢತೆಗೆ ಕ್ರೀಡೆ ಅವಶ್ಯ. ಶಿಕ್ಷಣ ಇಲಾಖೆಯ ಅಧಿಕಾರಿಗಳು, ದೈಹಿಕ ಶಿಕ್ಷಕರು, ಶಾಲಾ ಮುಖ್ಯಸ್ಥರು ಹಾಗೂ ವಿದ್ಯಾರ್ಥಿಗಳು ಉಪಸ್ಥಿತರಿದ್ದರು. ವಿವಿಧ ಶಾಲೆಗಳ ನೂರಾರು ವಿದ್ಯಾರ್ಥಿಗಳು ಕ್ರೀಡಾಕೂಟದಲ್ಲಿ ಭಾಗವಹಿಸಿದ್ದರು. [777,1527,962,1790]
vachana-photo-1 [227,1909,387,2024]
pratima-portrait [860,1928,975,2076]
mass-wedding-title: ಸಾಮೂಹಿಕ ವಿವಾಹ ಬಡವರಿಗೆ ವರದಾನ [719,154,997,179]
apaprachara-photo [1132,991,1528,1183]
kiru-item1-title: ಪುಸ್ತಕ ಲೋಕಾರ್ಪಣೆ [96,233,239,259]
registration-marks-right [1375,2341,1441,2355]
edition-title: ಗದಗ [531,60,626,124]
lead-kicker: ಹಿಂದೂ ಧರ್ಮ ಸಂರಕ್ಷಣಾ ಜಾಥಾ ಬೃಹತ್ ಪ್ರತಿಭಟನೆ | ಶ್ರೀಗಳ ಎಚ್ಚರಿಕೆ [339,508,890,537]
purana-photo-1 [1151,1250,1336,1372]
divider [326,1199,1528,1201]
lead-headline: ಹಿಂದೂಗಳನ್ನು ಕೆಣಕದಿರಿ [384,544,924,626]
vachana-photo-3 [559,1909,713,2024]
raste-title: ವಿವಿಧ ಬೇಡಿಕೆ ಈಡೇರಿಕೆಗೆ ಒತ್ತಾಯಿಸಿ ರೈತರಿಂದ ರಸ್ತೆ ತಡೆ [994,1868,1433,1896]
olameesalati-title: ಒಳಮೀಸಲಾತಿಯಿಂದ ಸರ್ವರಿಗೂ ನ್ಯಾಯ: ಪಾಟೀಲ [339,1212,671,1236]
mass-wedding-photo [1151,157,1522,336]
kiru-item3-title: ವೃಕ್ಷ ಬಂಧನ ಕಾರ್ಯಕ್ರಮ [46,1247,225,1273]
kreede-title: ಕ್ರೀಡೆಯಿಂದ ನಾಯಕತ್ವ ಗುಣ ಬೆಳವಣಿಗೆ: ಶಾಸಕ ಲಮಾಣಿ [783,1484,1249,1513]
quote2-by: ■ ಜಿ.ಎಸ್. ಗಡ್ಡದೇವರಮಠ, ಮಾಜಿ ಶಾಸಕ [786,995,971,1010]
column-divider [723,1864,724,2322]
quote1-title-pre: ಷಡ್ಯಂತ್ರ ಮಾಡುವವರಿಗೆ [764,803,908,825]
